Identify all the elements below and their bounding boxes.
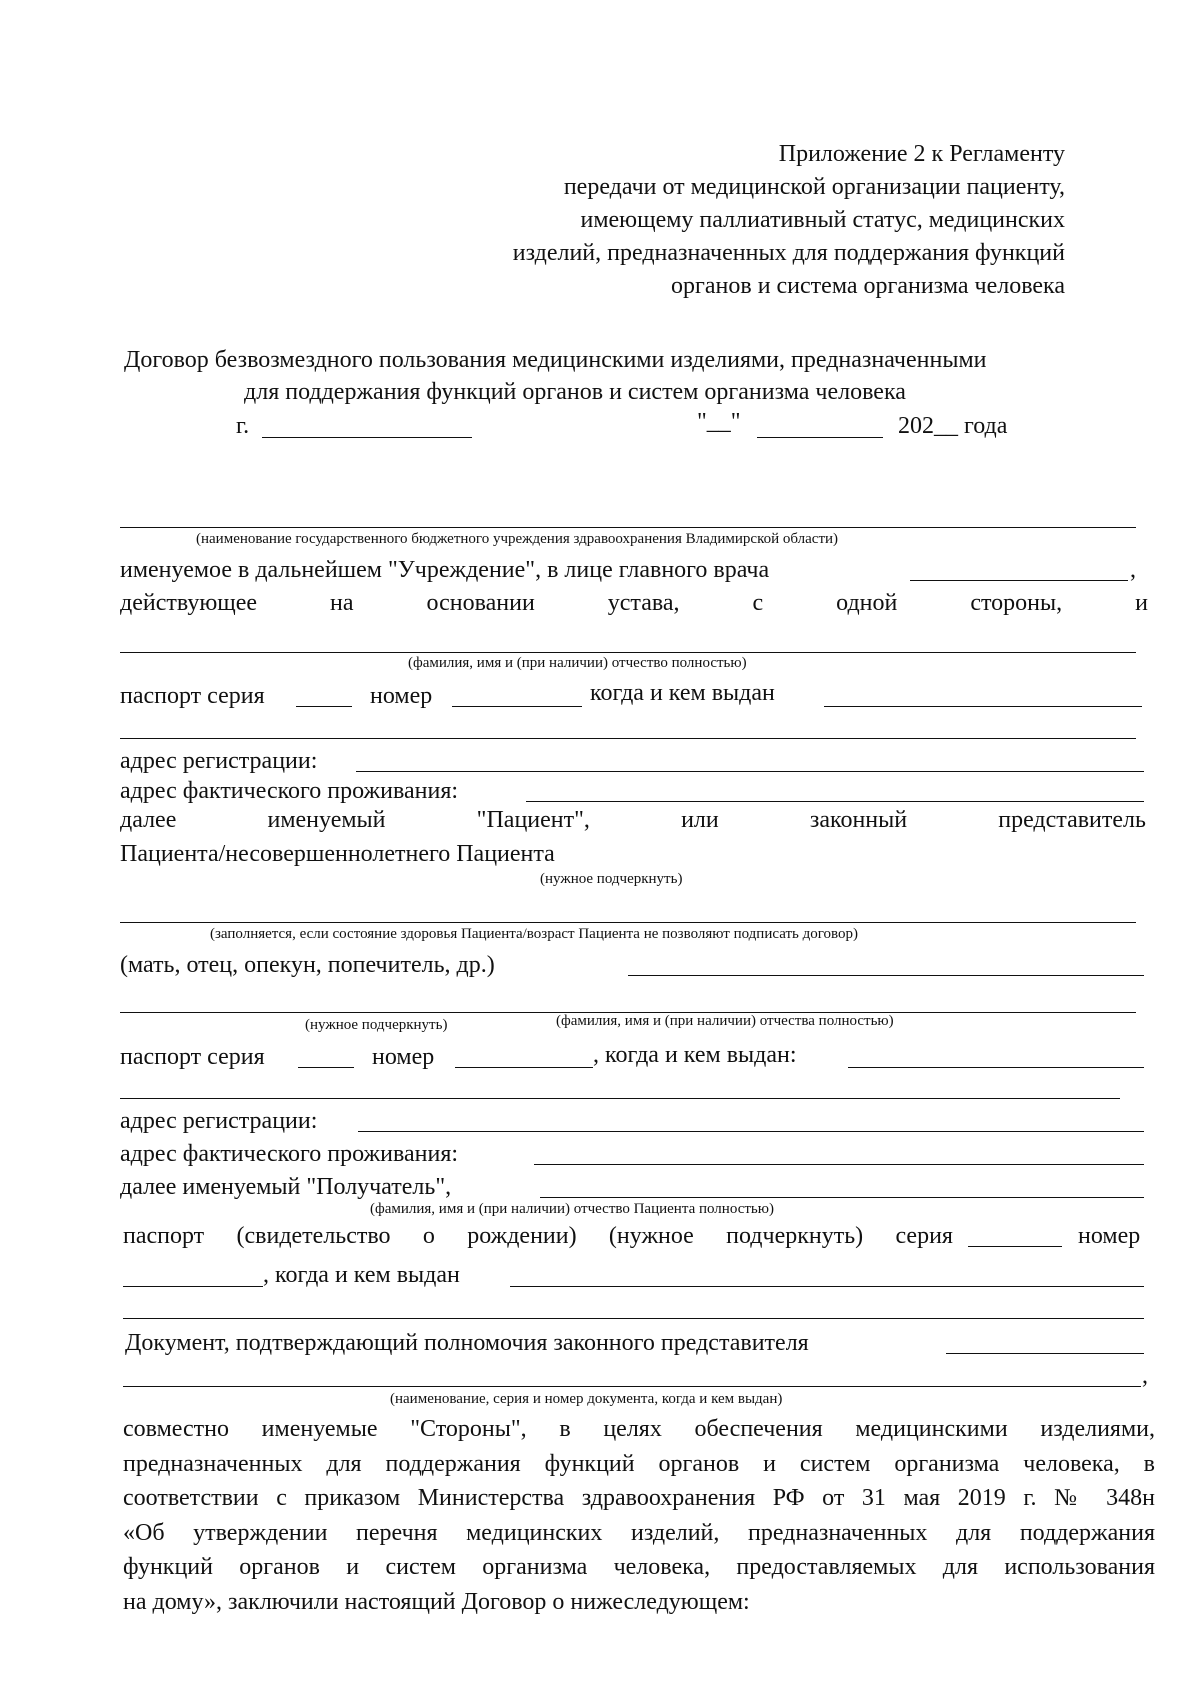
closing-line: функций органов и систем организма человека, предоставляемых для использования	[123, 1554, 1155, 1580]
patient-issued-label: когда и кем выдан	[590, 680, 775, 706]
patient-passport-label: паспорт серия	[120, 683, 265, 709]
date-year: 202__ года	[898, 413, 1008, 439]
closing-line: на дому», заключили настоящий Договор о нижеследующем:	[123, 1588, 750, 1615]
contract-title-line-1: Договор безвозмездного пользования медицинскими изделиями, предназначенными	[124, 347, 987, 373]
acting-word: на	[330, 590, 354, 616]
doc-word: (свидетельство	[236, 1223, 391, 1249]
acting-word: и	[1135, 590, 1148, 616]
header-line-2: передачи от медицинской организации пациенту,	[563, 174, 1065, 200]
further-word: именуемый	[267, 807, 386, 833]
patient-fio-blank[interactable]	[120, 652, 1136, 653]
acting-line	[120, 589, 1148, 617]
acting-word: устава,	[607, 590, 680, 616]
further-word: далее	[120, 807, 177, 833]
patient-fio-caption: (фамилия, имя и (при наличии) отчество полностью)	[408, 655, 747, 671]
rep-number-blank[interactable]	[455, 1067, 593, 1068]
rep-doc-issued-label: , когда и кем выдан	[263, 1262, 460, 1288]
doc-word: подчеркнуть)	[726, 1223, 864, 1249]
institution-name-blank[interactable]	[120, 527, 1136, 528]
rep-receiver-label: далее именуемый "Получатель",	[120, 1174, 452, 1200]
acting-word: действующее	[120, 590, 258, 616]
rep-reg-blank[interactable]	[358, 1131, 1144, 1132]
doc-word: паспорт	[123, 1223, 205, 1249]
city-label: г.	[236, 413, 250, 439]
header-line-3: имеющему паллиативный статус, медицинских	[580, 207, 1065, 233]
authority-label: Документ, подтверждающий полномочия законного представителя	[125, 1330, 809, 1356]
contract-title-line-2: для поддержания функций органов и систем организма человека	[244, 379, 906, 405]
rep-number-label: номер	[372, 1044, 435, 1070]
institution-comma: ,	[1130, 557, 1136, 583]
rep-doc-issued-blank-2[interactable]	[123, 1318, 1144, 1319]
patient-fact-blank[interactable]	[526, 801, 1144, 802]
authority-comma: ,	[1142, 1363, 1148, 1389]
rep-fio-caption: (фамилия, имя и (при наличии) отчества полностью)	[556, 1013, 894, 1029]
further-word: законный	[809, 807, 908, 833]
patient-passport-series-blank[interactable]	[296, 706, 352, 707]
closing-line: «Об утверждении перечня медицинских изделий, предназначенных для поддержания	[123, 1519, 1155, 1546]
institution-named-line: именуемое в дальнейшем "Учреждение", в лице главного врача	[120, 557, 770, 583]
rep-kin-line: (мать, отец, опекун, попечитель, др.)	[120, 952, 495, 978]
rep-issued-blank[interactable]	[848, 1067, 1144, 1068]
doc-word: рождении)	[467, 1223, 577, 1249]
rep-reg-label: адрес регистрации:	[120, 1108, 318, 1134]
rep-fill-blank[interactable]	[120, 922, 1136, 923]
rep-fact-label: адрес фактического проживания:	[120, 1141, 459, 1167]
rep-doc-issued-blank[interactable]	[510, 1286, 1144, 1287]
closing-line: предназначенных для поддержания функций органов и систем организма человека, в	[123, 1450, 1155, 1477]
further-word: "Пациент",	[476, 807, 590, 833]
acting-word: одной	[836, 590, 898, 616]
closing-paragraph	[123, 1412, 1155, 1619]
city-blank[interactable]	[262, 437, 472, 438]
rep-fact-blank[interactable]	[534, 1164, 1144, 1165]
header-line-1: Приложение 2 к Регламенту	[778, 141, 1065, 167]
authority-blank-2[interactable]	[123, 1386, 1141, 1387]
rep-receiver-caption: (фамилия, имя и (при наличии) отчество Пациента полностью)	[370, 1201, 774, 1217]
patient-rep-line: Пациента/несовершеннолетнего Пациента	[120, 841, 555, 867]
patient-further-line	[120, 806, 1146, 834]
authority-caption: (наименование, серия и номер документа, когда и кем выдан)	[390, 1391, 783, 1407]
patient-number-label: номер	[370, 683, 433, 709]
doc-word: серия	[895, 1223, 953, 1249]
header-line-5: органов и система организма человека	[671, 273, 1065, 299]
acting-word: основании	[426, 590, 535, 616]
further-word: или	[681, 807, 719, 833]
rep-doc-number-blank[interactable]	[123, 1286, 263, 1287]
rep-doc-series-blank[interactable]	[968, 1246, 1062, 1247]
further-word: представитель	[998, 807, 1146, 833]
rep-issued-label: , когда и кем выдан:	[593, 1042, 797, 1068]
rep-doc-number-label: номер	[1078, 1223, 1141, 1249]
chief-doctor-blank[interactable]	[910, 580, 1128, 581]
closing-line: соответствии с приказом Министерства здравоохранения РФ от 31 мая 2019 г. № 348н	[123, 1485, 1155, 1511]
acting-word: стороны,	[970, 590, 1063, 616]
acting-word: с	[752, 590, 764, 616]
doc-word: (нужное	[608, 1223, 694, 1249]
rep-underline-caption: (нужное подчеркнуть)	[305, 1017, 448, 1033]
date-day: "__"	[697, 409, 741, 435]
patient-reg-label: адрес регистрации:	[120, 748, 318, 774]
rep-kin-blank[interactable]	[628, 975, 1144, 976]
patient-underline-caption: (нужное подчеркнуть)	[540, 871, 683, 887]
rep-receiver-blank[interactable]	[540, 1197, 1144, 1198]
rep-passport-series-blank[interactable]	[298, 1067, 354, 1068]
date-month-blank[interactable]	[757, 437, 883, 438]
closing-line: совместно именуемые "Стороны", в целях обеспечения медицинскими изделиями,	[123, 1416, 1155, 1442]
header-line-4: изделий, предназначенных для поддержания функций	[512, 240, 1065, 266]
patient-fact-label: адрес фактического проживания:	[120, 778, 459, 804]
patient-number-blank[interactable]	[452, 706, 582, 707]
authority-blank[interactable]	[946, 1353, 1144, 1354]
rep-fill-caption: (заполняется, если состояние здоровья Пациента/возраст Пациента не позволяют подписать договор)	[210, 926, 858, 942]
rep-passport-label: паспорт серия	[120, 1044, 265, 1070]
patient-reg-blank[interactable]	[356, 771, 1144, 772]
doc-word: о	[422, 1223, 435, 1249]
institution-caption: (наименование государственного бюджетного учреждения здравоохранения Владимирской области)	[196, 531, 839, 547]
rep-doc-line	[123, 1222, 953, 1250]
patient-issued-blank-2[interactable]	[120, 738, 1136, 739]
rep-issued-blank-2[interactable]	[120, 1098, 1120, 1099]
patient-issued-blank[interactable]	[824, 706, 1142, 707]
